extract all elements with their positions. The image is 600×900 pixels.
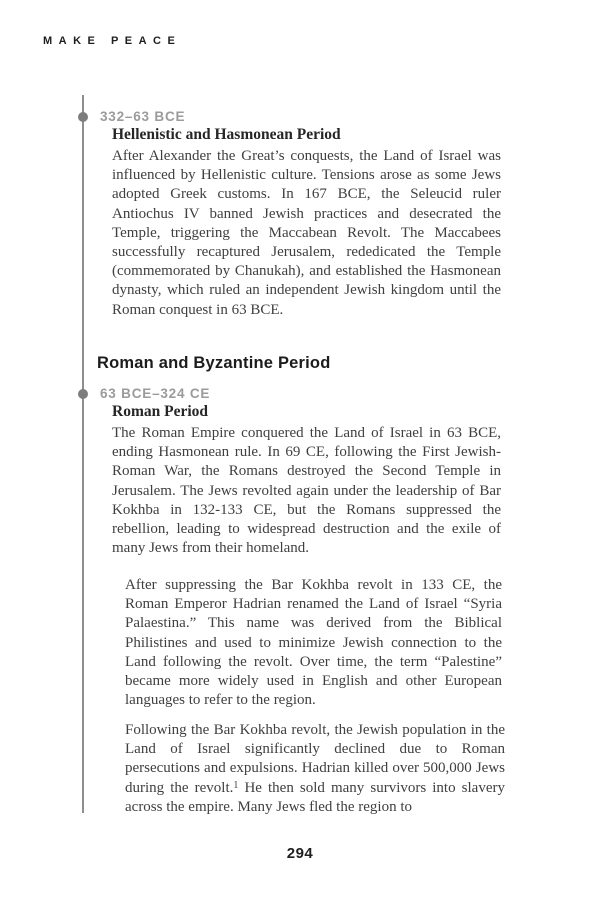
paragraph-hellenistic-period: After Alexander the Great’s conquests, the Land of Israel was influenced by Hellenistic culture. Tensions arose as some Jews adopted Greek customs. In 167 BCE, the Seleucid ruler Antiochus IV banned Jewish practices and desecrated the Temple, triggering the Maccabean Revolt. The Maccabees successfully recaptured Jerusalem, rededicated the Temple (commemorated by Chanukah), and established the Hasmonean dynasty, which ruled an independent Jewish kingdom until the Roman conquest in 63 BCE.	[112, 148, 501, 318]
timeline-bullet-icon	[78, 389, 88, 399]
heading-roman-period: Roman Period	[112, 403, 209, 420]
timeline-rail	[82, 95, 84, 813]
timeline-bullet-icon	[78, 112, 88, 122]
paragraph-roman-empire: The Roman Empire conquered the Land of Israel in 63 BCE, ending Hasmonean rule. In 69 CE, following the First Jewish-Roman War, the Romans destroyed the Second Temple in Jerusalem. The Jews revolted again under the leadership of Bar Kokhba in 132-133 CE, but the Romans suppressed the rebellion, leading to widespread destruction and the exile of many Jews from their homeland.	[112, 425, 501, 557]
heading-hellenistic-hasmonean-period: Hellenistic and Hasmonean Period	[112, 126, 341, 143]
paragraph-jewish-population	[125, 721, 505, 817]
paragraph-text-before-footnote: Following the Bar Kokhba revolt, the Jewish population in the Land of Israel significantly declined due to Roman persecutions and expulsions. Hadrian killed over 500,000 Jews during the revolt.	[125, 722, 505, 796]
page-number: 294	[286, 845, 314, 862]
era-label-roman: 63 BCE–324 CE	[100, 386, 211, 401]
heading-roman-byzantine-period: Roman and Byzantine Period	[97, 354, 331, 372]
paragraph-hadrian-rename: After suppressing the Bar Kokhba revolt in 133 CE, the Roman Emperor Hadrian renamed the Land of Israel “Syria Palaestina.” This name was derived from the Biblical Philistines and used to minimize Jewish connection to the Land following the revolt. Over time, the term “Palestine” became more widely used in English and other European languages to refer to the region.	[125, 577, 502, 709]
footnote-marker: 1	[233, 779, 239, 791]
paragraph-text-after-footnote: He then sold many survivors into slavery across the empire. Many Jews fled the region to	[125, 779, 505, 815]
era-label-hellenistic: 332–63 BCE	[100, 109, 186, 124]
running-header: MAKE PEACE	[43, 35, 182, 47]
